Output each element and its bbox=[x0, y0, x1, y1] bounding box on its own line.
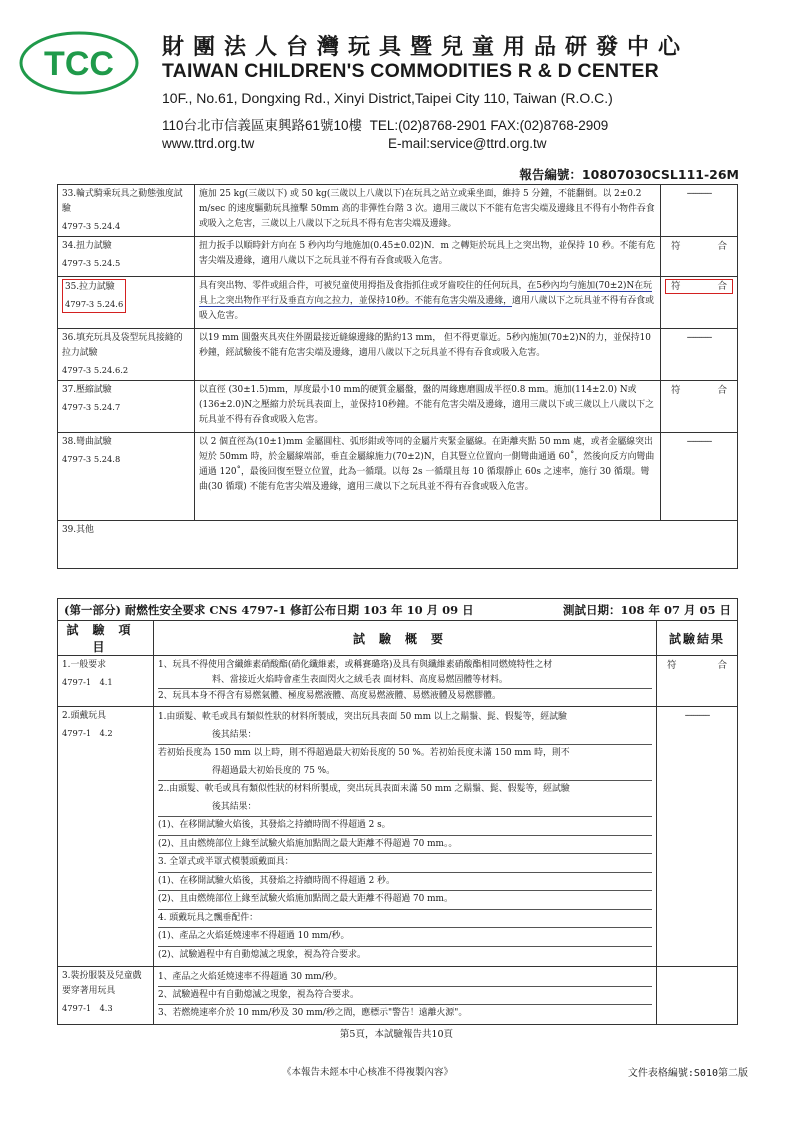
tcc-logo bbox=[18, 30, 140, 96]
test-item: 2.頭戴玩具 4797-1 4.2 bbox=[58, 707, 154, 967]
test-description: 1、玩具不得使用含纖維素硝酸酯(硝化纖維素，或稱賽璐珞)及具有與纖維素硝酸酯相同燃燒特性之材 料、當接近火焰時會產生表面閃火之絨毛表 面材料、高度易燃固體等材料。 2、玩具本身不得含有易燃氣體、極度易燃液體、高度易燃液體、易燃液體及易燃膠體。 bbox=[154, 656, 657, 707]
part-title-bar bbox=[57, 598, 738, 620]
test-description: 具有突出物、零件或組合件，可被兒童使用拇指及食指抓住或牙齒咬住的任何玩具，在5秒內均勻施加(70±2)N在玩具上之突出物作平行及垂直方向之拉力，並保持10秒。不能有危害尖端及邊緣，適用八歲以下之玩具並不得有吞食或吸入危害。 bbox=[195, 277, 661, 329]
table-row bbox=[58, 707, 738, 967]
table-row bbox=[58, 521, 738, 569]
form-number: 文件表格編號:S010第二版 bbox=[627, 1068, 748, 1079]
part-title: (第一部分) 耐燃性安全要求 CNS 4797-1 修訂公布日期 103 年 10 月 09 日 bbox=[64, 602, 474, 617]
test-item: 38.彎曲試驗 4797-3 5.24.8 bbox=[58, 433, 195, 521]
table-header-row bbox=[58, 621, 738, 656]
mechanical-tests-table bbox=[57, 184, 738, 569]
tel-fax: TEL:(02)8768-2901 FAX:(02)8768-2909 bbox=[369, 118, 609, 133]
address-cn: 110台北市信義區東興路61號10樓 bbox=[162, 118, 363, 133]
test-result bbox=[661, 277, 738, 329]
email: E-mail:service@ttrd.org.tw bbox=[388, 136, 547, 151]
report-number: 報告編號：10807030CSL111-26M bbox=[519, 167, 739, 182]
logo-text: TCC bbox=[44, 45, 114, 83]
website: www.ttrd.org.tw bbox=[162, 136, 255, 151]
test-item: 33.輪式騎乘玩具之動態強度試驗 4797-3 5.24.4 bbox=[58, 185, 195, 237]
table-row bbox=[58, 656, 738, 707]
header-summary: 試驗概要 bbox=[154, 621, 657, 656]
test-description: 施加 25 kg(三歲以下) 或 50 kg(三歲以上八歲以下)在玩具之站立或乘坐面，維持 5 分鐘，不能翻倒。以 2±0.2 m/sec 的速度驅動玩具撞擊 50mm 高的非彈性台階 3 次。適用三歲以下不能有危害尖端及邊緣且不得有小物件吞食或吸入之危害，三歲以上八歲以下之玩具不得有危害尖端及邊緣。 bbox=[195, 185, 661, 237]
table-row bbox=[58, 433, 738, 521]
test-item: 3.裝扮服裝及兒童戲要穿著用玩具 4797-1 4.3 bbox=[58, 967, 154, 1025]
test-description: 1、產品之火焰延燒速率不得超過 30 mm/秒。 2、試驗過程中有自動熄滅之現象，視為符合要求。 3、若燃燒速率介於 10 mm/秒及 30 mm/秒之間，應標示"警告！遠離火源"。 bbox=[154, 967, 657, 1025]
test-result: 符 合 bbox=[661, 237, 738, 277]
test-result: ------------ bbox=[661, 185, 738, 237]
org-name-cn: 財團法人台灣玩具暨兒童用品研發中心 bbox=[162, 34, 690, 60]
test-item: 39.其他 bbox=[58, 521, 738, 569]
table-row bbox=[58, 237, 738, 277]
highlight-box: 35.拉力試驗 4797-3 5.24.6 bbox=[62, 279, 126, 313]
test-result: 符 合 bbox=[661, 381, 738, 433]
test-result bbox=[657, 967, 738, 1025]
test-date: 測試日期：108 年 07 月 05 日 bbox=[562, 602, 731, 617]
test-item: 34.扭力試驗 4797-3 5.24.5 bbox=[58, 237, 195, 277]
org-name-en: TAIWAN CHILDREN'S COMMODITIES R & D CENTER bbox=[162, 60, 659, 82]
header-result: 試驗結果 bbox=[657, 621, 738, 656]
test-description: 1.由頭髮、軟毛或具有類似性狀的材料所製成，突出玩具表面 50 mm 以上之鬍鬚、髭、假髮等，經試驗 後其結果： 若初始長度為 150 mm 以上時，則不得超過最大初始長度的 50 %。若初始長度未滿 150 mm 時，則不 得超過最大初始長度的 75 %。 2..由頭髮、軟毛或具有類似性狀的材料所製成，突出玩具表面未滿 50 mm 之鬍鬚、髭、假髮等，經試驗 後其結果： (1)、在移開試驗火焰後，其發焰之持續時間不得超過 2 s。 (2)、且由燃燒部位上緣至試驗火焰施加點間之最大距離不得超過 70 mm。。 3. 全罩式或半罩式模製頭戴面具： (1)、在移開試驗火焰後，其發焰之持續時間不得超過 2 秒。 (2)、且由燃燒部位上緣至試驗火焰施加點間之最大距離不得超過 70 mm。 4. 頭戴玩具之飄垂配件： (1)、產品之火焰延燒速率不得超過 10 mm/秒。 (2)、試驗過程中有自動熄滅之現象，視為符合要求。 bbox=[154, 707, 657, 967]
test-item bbox=[58, 277, 195, 329]
test-result: 符 合 bbox=[657, 656, 738, 707]
page-number: 第5頁，本試驗報告共10頁 bbox=[339, 1029, 454, 1040]
table-row bbox=[58, 967, 738, 1025]
address-cn-line bbox=[162, 114, 608, 134]
header-item: 試驗項目 bbox=[58, 621, 154, 656]
test-description: 以 2 個直徑為(10±1)mm 金屬圓柱、弧形鉗或等同的金屬片夾緊金屬線。在距離夾點 50 mm 處，或者金屬線突出短於 50mm 時，於金屬線端部，垂直金屬線施力(70±2)N，自其豎立位置向一側彎曲通過 60˚，然後向反方向彎曲通過 120˚，最後回復至豎立位置，此為一循環。以每 2s 一循環且每 10 循環靜止 60s 之速率，施行 30 循環。彎曲(30 循環) 不能有危害尖端及邊緣，適用三歲以下之玩具並不得有吞食或吸入危害。 bbox=[195, 433, 661, 521]
test-description: 以19 mm 圓盤夾具夾住外圍最接近縫線邊緣的點約13 mm， 但不得更靠近。5秒內施加(70±2)N的力，並保持10秒鐘，經試驗後不能有危害尖端及邊緣，適用八歲以下之玩具並不得有吞食或吸入危害。 bbox=[195, 329, 661, 381]
test-result: ------------ bbox=[657, 707, 738, 967]
test-item: 36.填充玩具及袋型玩具接縫的拉力試驗 4797-3 5.24.6.2 bbox=[58, 329, 195, 381]
test-description: 以直徑 (30±1.5)mm，厚度最小10 mm的硬質金屬盤，盤的周緣應磨圓成半徑0.8 mm。施加(114±2.0) N或(136±2.0)N之壓縮力於玩具表面上，並保持10秒鐘。不能有危害尖端及邊緣，適用三歲以下或三歲以上八歲以下之玩具並不得有吞食或吸入危害。 bbox=[195, 381, 661, 433]
table-row bbox=[58, 277, 738, 329]
underlined-text: 在5秒內均勻施加(70±2)N在玩具上之突出物作平行及垂直方向之拉力，並保持10秒。不能有危害尖端及邊緣， bbox=[199, 281, 652, 306]
table-row bbox=[58, 329, 738, 381]
address-en: 10F., No.61, Dongxing Rd., Xinyi District,Taipei City 110, Taiwan (R.O.C.) bbox=[162, 90, 613, 106]
highlight-box: 符 合 bbox=[665, 279, 733, 294]
flammability-table bbox=[57, 620, 738, 1025]
table-row bbox=[58, 185, 738, 237]
test-result: ------------ bbox=[661, 329, 738, 381]
test-item: 37.壓縮試驗 4797-3 5.24.7 bbox=[58, 381, 195, 433]
test-item: 1.一般要求 4797-1 4.1 bbox=[58, 656, 154, 707]
test-result: ------------ bbox=[661, 433, 738, 521]
copyright-note: 《本報告未經本中心核准不得複製內容》 bbox=[282, 1067, 454, 1078]
table-row bbox=[58, 381, 738, 433]
test-description: 扭力扳手以順時針方向在 5 秒內均勻地施加(0.45±0.02)N．m 之轉矩於玩具上之突出物，並保持 10 秒。不能有危害尖端及邊緣，適用八歲以下之玩具並不得有吞食或吸入危害。 bbox=[195, 237, 661, 277]
